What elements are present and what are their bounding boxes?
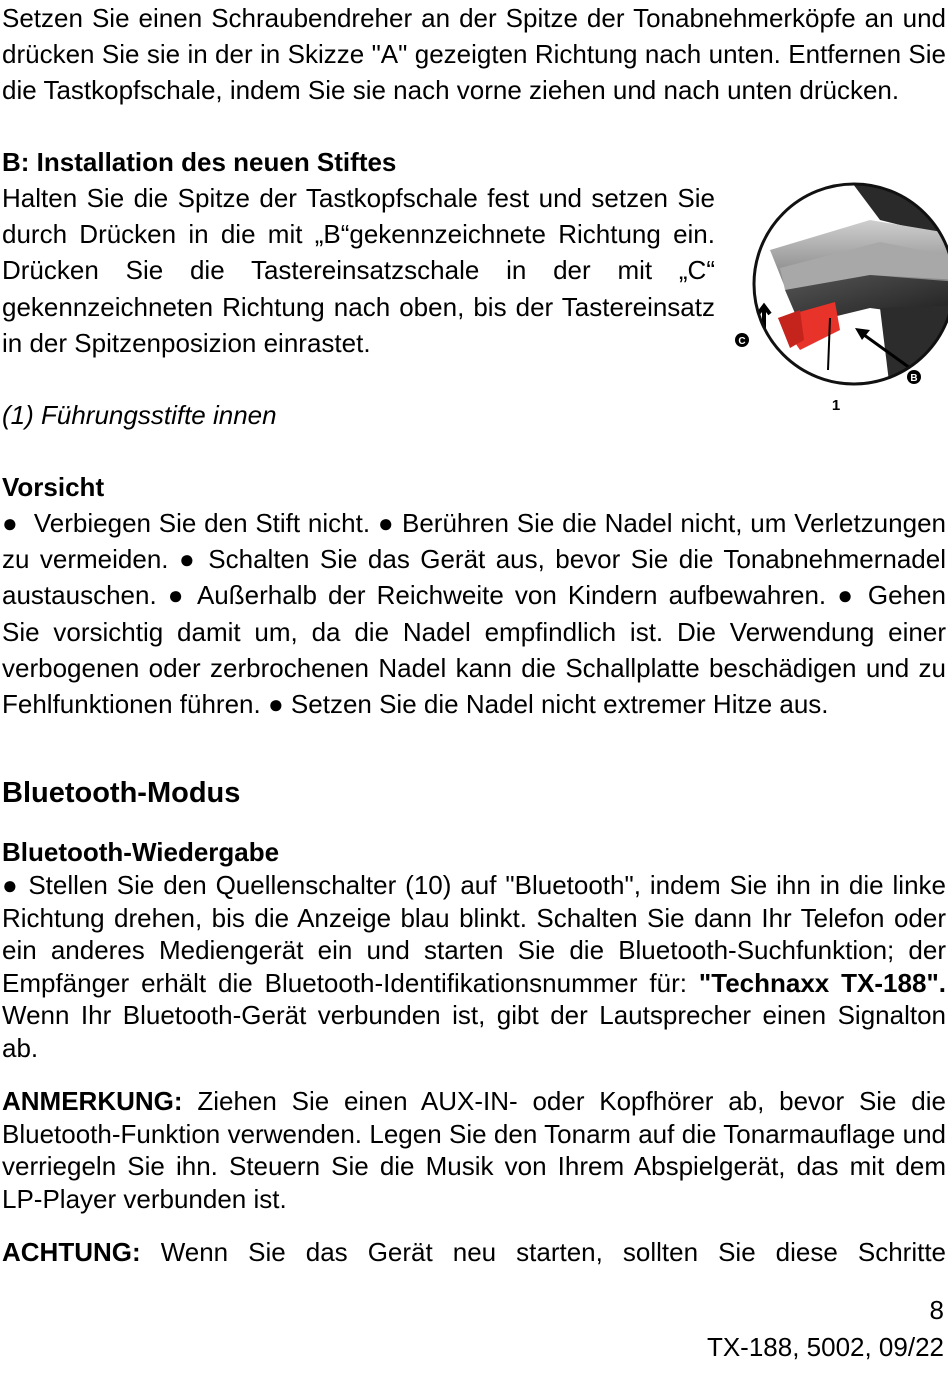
note-text: Ziehen Sie einen AUX-IN- oder Kopfhörer ab, bevor Sie die Bluetooth-Funktion verwenden. Legen Sie den Tonarm auf die Tonarmauflage und verriegeln Sie ihn. Steuern Sie die Musik von Ihrem Abspielgerät, das mit dem LP-Player verbunden ist. — [2, 1086, 946, 1214]
stylus-installation-figure — [730, 180, 948, 410]
label-b: B — [910, 373, 918, 384]
section-b-heading: B: Installation des neuen Stiftes — [2, 147, 397, 177]
document-id: TX-188, 5002, 09/22 — [706, 1332, 944, 1362]
section-b-paragraph: Halten Sie die Spitze der Tastkopfschale fest und setzen Sie durch Drücken in die mit „B“gekennzeichnete Richtung ein. Drücken Sie die Tastereinsatzschale in der mit „C“ gekennzeichneten Richtung nach oben, bis der Tastereinsatz in der Spitzenposizion einrastet. — [2, 183, 715, 358]
caution-item: Berühren Sie die Nadel nicht, um Verletzungen zu vermeiden. — [2, 508, 946, 575]
bluetooth-text-after: Wenn Ihr Bluetooth-Gerät verbunden ist, gibt der Lautsprecher einen Signalton ab. — [2, 1000, 946, 1063]
bullet-dot-icon: ● — [837, 580, 857, 611]
warning-paragraph — [2, 1236, 946, 1269]
bluetooth-device-name: "Technaxx TX-188". — [698, 967, 946, 998]
bluetooth-text-before: Stellen Sie den Quellenschalter (10) auf "Bluetooth", indem Sie ihn in die linke Richtung drehen, bis die Anzeige blau blinkt. Schalten Sie dann Ihr Telefon oder ein anderes Mediengerät ein und starten Sie die Bluetooth-Suchfunktion; der Empfänger erhält die Bluetooth-Identifikationsnummer für: — [2, 870, 946, 998]
bullet-dot-icon: ● — [377, 508, 395, 538]
label-c: C — [738, 336, 746, 347]
intro-paragraph: Setzen Sie einen Schraubendreher an der Spitze der Tonabnehmerköpfe an und drücken Sie sie in der in Skizze "A" gezeigten Richtung nach unten. Entfernen Sie die Tastkopfschale, indem Sie sie nach vorne ziehen und nach unten drücken. — [2, 3, 946, 106]
stylus-diagram — [730, 180, 948, 410]
bullet-dot-icon: ● — [2, 508, 19, 538]
caution-item: Schalten Sie das Gerät aus, bevor Sie die Tonabnehmernadel austauschen. — [2, 544, 946, 611]
note-paragraph — [2, 1085, 946, 1215]
caution-heading: Vorsicht — [2, 472, 105, 502]
warning-label: ACHTUNG: — [2, 1237, 141, 1267]
caution-item: Außerhalb der Reichweite von Kindern aufbewahren. — [196, 580, 827, 611]
bullet-dot-icon: ● — [167, 580, 188, 611]
caution-item: Verbiegen Sie den Stift nicht. — [33, 508, 371, 538]
label-1: 1 — [831, 397, 841, 410]
cartridge-detail — [750, 180, 948, 390]
bluetooth-heading: Bluetooth-Modus — [2, 777, 241, 809]
bluetooth-paragraph — [2, 869, 946, 1065]
bullet-dot-icon: ● — [2, 870, 20, 900]
section-b-note: (1) Führungsstifte innen — [2, 400, 277, 430]
bluetooth-subheading: Bluetooth-Wiedergabe — [2, 837, 280, 867]
caution-item: Setzen Sie die Nadel nicht extremer Hitze aus. — [290, 689, 829, 720]
caution-item: Gehen Sie vorsichtig damit um, da die Nadel empfindlich ist. Die Verwendung einer verbogenen oder zerbrochenen Nadel kann die Schallplatte beschädigen und zu Fehlfunktionen führen. — [2, 580, 946, 720]
note-label: ANMERKUNG: — [2, 1086, 183, 1116]
page-number: 8 — [929, 1295, 944, 1325]
caution-paragraph — [2, 505, 946, 722]
bullet-dot-icon: ● — [267, 689, 284, 720]
bullet-dot-icon: ● — [178, 544, 198, 575]
warning-text: Wenn Sie das Gerät neu starten, sollten Sie diese Schritte — [160, 1237, 946, 1267]
